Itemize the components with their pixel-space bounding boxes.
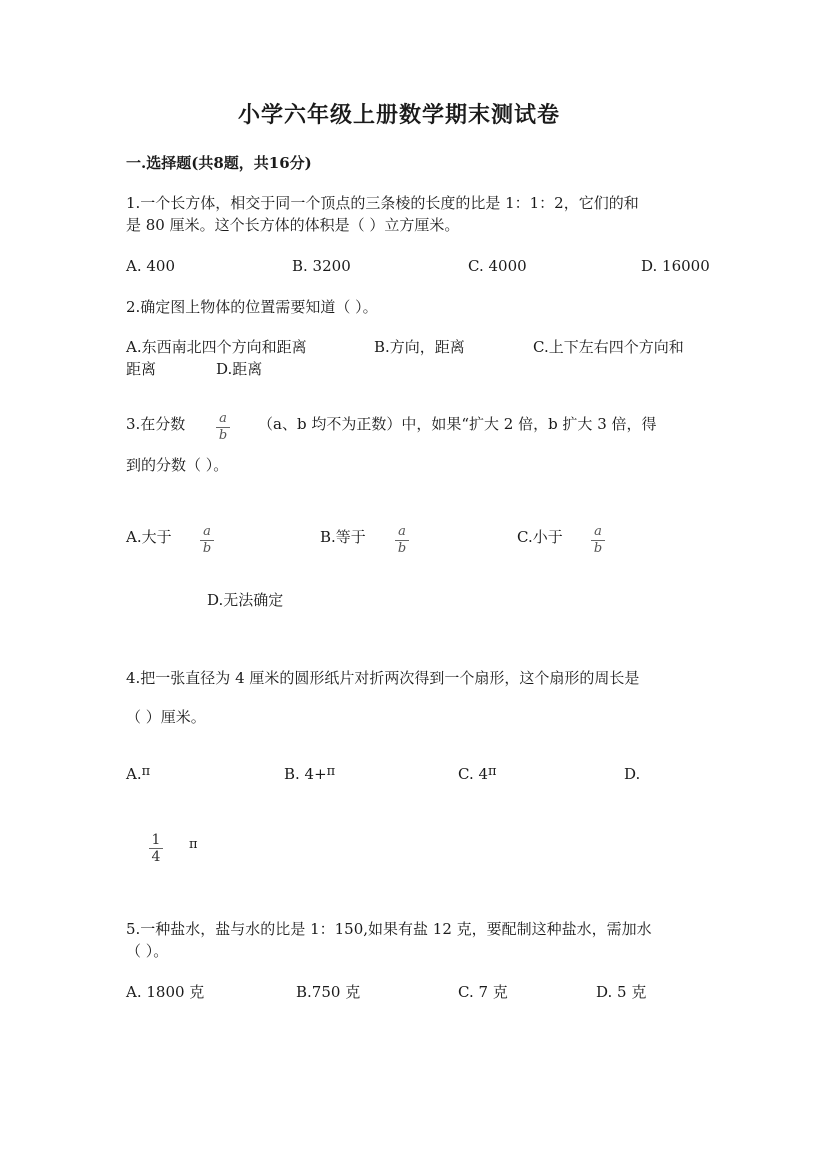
question-2-stem: 2.确定图上物体的位置需要知道（ ）。 — [126, 298, 378, 316]
fraction-numerator: a — [219, 411, 227, 426]
q4-option-d: D. — [624, 765, 641, 783]
fraction-denominator: b — [218, 428, 228, 443]
q4-option-c — [458, 764, 497, 783]
q5-option-a: A. 1800 克 — [126, 983, 205, 1001]
q4-option-d-fraction — [149, 833, 163, 864]
q2-option-a: A.东西南北四个方向和距离 — [126, 338, 307, 356]
question-3-suffix: （a、b 均不为正数）中，如果“扩大 2 倍，b 扩大 3 倍，得 — [258, 415, 657, 433]
fraction-denominator: 4 — [151, 849, 161, 865]
q4-option-b — [284, 764, 336, 783]
q3-option-c: C.小于 — [517, 528, 563, 546]
fraction-numerator: 1 — [151, 832, 161, 848]
q5-option-c: C. 7 克 — [458, 983, 508, 1001]
q3-option-a: A.大于 — [126, 528, 172, 546]
q1-option-d: D. 16000 — [641, 257, 710, 275]
question-1-line-1: 1.一个长方体，相交于同一个顶点的三条棱的长度的比是 1：1：2，它们的和 — [126, 194, 639, 212]
question-1-line-2: 是 80 厘米。这个长方体的体积是（ ）立方厘米。 — [126, 216, 460, 234]
fraction-a-over-b — [216, 412, 230, 443]
q3-option-a-fraction — [200, 525, 214, 556]
question-4-line-2: （ ）厘米。 — [126, 708, 206, 726]
question-5-line-1: 5.一种盐水，盐与水的比是 1：150,如果有盐 12 克，要配制这种盐水，需加水 — [126, 920, 652, 938]
q3-option-d: D.无法确定 — [207, 591, 284, 609]
fraction-numerator: a — [203, 524, 211, 539]
pi-symbol: π — [326, 764, 336, 779]
q3-option-b-fraction — [395, 525, 409, 556]
q3-option-b: B.等于 — [320, 528, 366, 546]
q1-option-b: B. 3200 — [292, 257, 351, 275]
fraction-denominator: b — [397, 541, 407, 556]
question-3-prefix: 3.在分数 — [126, 415, 186, 433]
q5-option-d: D. 5 克 — [596, 983, 647, 1001]
page-title: 小学六年级上册数学期末测试卷 — [238, 102, 561, 128]
question-3-line-2: 到的分数（ ）。 — [126, 456, 229, 474]
q4-option-a — [126, 764, 151, 783]
q3-option-c-fraction — [591, 525, 605, 556]
question-5-line-2: （ ）。 — [126, 942, 169, 960]
q1-option-c: C. 4000 — [468, 257, 527, 275]
q4-option-d-pi: π — [189, 837, 198, 852]
q1-option-a: A. 400 — [126, 257, 175, 275]
q5-option-b: B.750 克 — [296, 983, 361, 1001]
q2-option-d: D.距离 — [216, 360, 263, 378]
section-heading: 一.选择题(共8题，共16分) — [126, 154, 312, 172]
q4-option-c-label: C. 4 — [458, 765, 489, 783]
fraction-numerator: a — [398, 524, 406, 539]
fraction-denominator: b — [202, 541, 212, 556]
q2-option-c-continued: 距离 — [126, 360, 157, 378]
q4-option-b-label: B. 4+ — [284, 765, 327, 783]
question-4-line-1: 4.把一张直径为 4 厘米的圆形纸片对折两次得到一个扇形，这个扇形的周长是 — [126, 669, 640, 687]
pi-symbol: π — [488, 764, 497, 779]
fraction-numerator: a — [594, 524, 602, 539]
q2-option-c: C.上下左右四个方向和 — [533, 338, 684, 356]
fraction-denominator: b — [593, 541, 603, 556]
pi-symbol: π — [141, 764, 151, 779]
q4-option-a-label: A. — [126, 765, 142, 783]
q2-option-b: B.方向，距离 — [374, 338, 465, 356]
